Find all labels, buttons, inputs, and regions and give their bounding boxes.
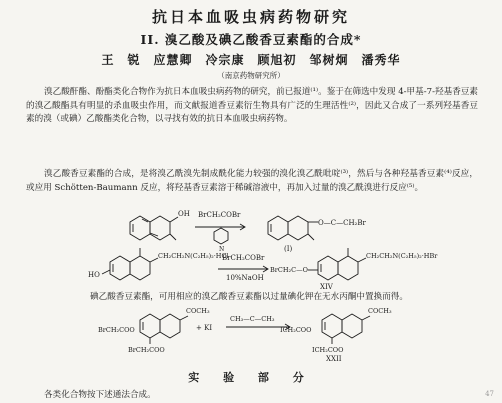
product-2-structure xyxy=(308,248,366,280)
pyridine-ring xyxy=(214,228,228,244)
product-3-acetyl: COCH₃ xyxy=(368,307,392,315)
product-3-ester-left: ICH₂COO xyxy=(280,326,312,334)
reagent-2-condition: 10%NaOH xyxy=(226,274,264,282)
product-1-number: (I) xyxy=(284,245,293,253)
paper-subtitle: II. 溴乙酸及碘乙酸香豆素酯的合成* xyxy=(140,32,362,47)
section-heading: 实 验 部 分 xyxy=(188,371,314,384)
ester-2-label: BrCH₂C—O xyxy=(270,266,308,274)
reactant-3-ester-left: BrCH₂COO xyxy=(98,326,135,334)
ester-1-label: O—C—CH₂Br xyxy=(318,219,366,227)
product-2-number: XIV xyxy=(320,283,333,291)
product-1-structure xyxy=(268,216,318,240)
amine-hbr-label: CH₂CH₂N(C₂H₅)₂·HBr xyxy=(366,252,438,260)
reactant-3-ester-bottom: BrCH₂COO xyxy=(128,346,165,354)
reagent-2-label: BrCH₂COBr xyxy=(222,254,265,262)
amine-hcl-label: CH₂CH₂N(C₂H₅)₂·HCl xyxy=(158,252,229,260)
ki-label: + KI xyxy=(196,324,213,332)
product-3-ester-bottom: ICH₂COO xyxy=(312,346,344,354)
hydroxycoumarin-structure xyxy=(130,216,178,240)
reactant-3-structure xyxy=(140,314,188,344)
experimental-paragraph: 各类化合物按下述通法合成。 xyxy=(44,390,156,400)
product-3-structure xyxy=(322,314,370,344)
iodo-paragraph: 碘乙酸香豆素酯，可用相应的溴乙酸香豆素酯以过量碘化钾在无水丙酮中置换而得。 xyxy=(90,292,408,302)
ho-label: HO xyxy=(88,271,100,279)
product-3-number: XXII xyxy=(326,355,342,363)
reactant-2-structure xyxy=(102,248,158,280)
page-number: 47 xyxy=(485,390,494,398)
oh-label: OH xyxy=(178,210,190,218)
author-list: 王 锐 应慧卿 冷宗康 顾旭初 邹树炯 潘秀华 xyxy=(101,53,401,67)
synthesis-paragraph: 溴乙酸香豆素酯的合成，是将溴乙酰溴先制成酰化能力较强的溴化溴乙酰吡啶⁽³⁾，然后与各种羟基香豆素⁽⁴⁾反应，或应用 Schötten-Baumann 反应，将羟基香豆素溶于稀碱溶液中，再加入过量的溴乙酰溴进行反应⁽⁵⁾。 xyxy=(26,169,478,193)
paper-title: 抗日本血吸虫病药物研究 xyxy=(151,8,350,26)
acetone-label: CH₃—C—CH₃ xyxy=(230,315,275,323)
affiliation: （南京药物研究所） xyxy=(217,71,285,80)
reagent-1-label: BrCH₂COBr xyxy=(198,211,241,219)
intro-paragraph: 溴乙酸酐酯、酚酯类化合物作为抗日本血吸虫病药物的研究，前已报道⁽¹⁾。鉴于在筛选中发现 4-甲基-7-羟基香豆素的溴乙酸酯具有明显的杀血吸虫作用，而文献报道香豆素衍生物具有广泛的生理活性⁽²⁾，因此又合成了一系列羟基香豆素的溴（或碘）乙酸酯类化合物，以寻找有效的抗日本血吸虫病药物。 xyxy=(26,87,478,125)
reactant-3-acetyl: COCH₃ xyxy=(186,307,210,315)
pyridine-n-label: N xyxy=(219,246,225,253)
